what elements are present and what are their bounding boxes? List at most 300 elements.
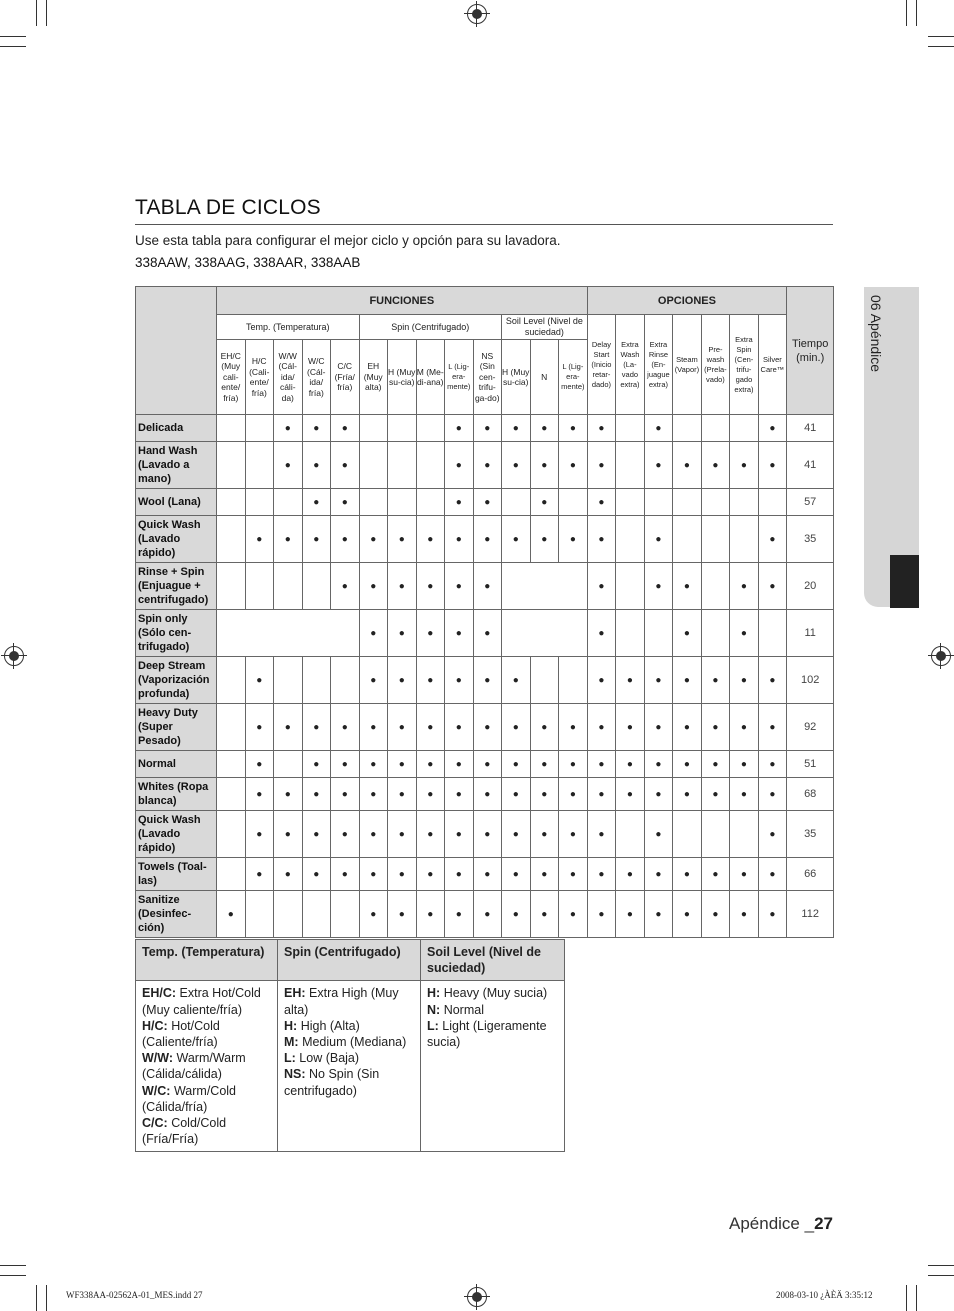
legend-code: C/C:	[142, 1116, 168, 1131]
column-header: Extra Rinse (En-juague extra)	[644, 315, 673, 415]
dot-marker: ●	[274, 778, 303, 811]
legend-text: Warm/Warm (Cálida/cálida)	[142, 1051, 246, 1082]
legend-code: H:	[284, 1018, 298, 1033]
dot-marker: ●	[758, 891, 787, 938]
cycle-time: 11	[787, 610, 834, 657]
dot-marker: ●	[331, 489, 360, 516]
table-row	[136, 858, 834, 891]
cycle-name: Hand Wash (Lavado a mano)	[136, 442, 217, 489]
dot-marker: ●	[473, 891, 502, 938]
crop-mark	[0, 46, 26, 47]
legend-entry	[284, 985, 414, 1017]
dot-marker: ●	[758, 704, 787, 751]
dot-marker: ●	[644, 516, 673, 563]
dot-marker: ●	[445, 442, 474, 489]
dot-marker: ●	[388, 811, 417, 858]
dot-marker: ●	[245, 516, 274, 563]
dot-marker: ●	[473, 778, 502, 811]
dot-marker: ●	[416, 563, 445, 610]
dot-marker: ●	[587, 751, 616, 778]
page-title: TABLA DE CICLOS	[135, 196, 321, 219]
dot-marker: ●	[416, 891, 445, 938]
dot-marker: ●	[616, 751, 645, 778]
dot-marker: ●	[673, 751, 702, 778]
dot-marker: ●	[502, 657, 531, 704]
dot-marker: ●	[559, 811, 588, 858]
dot-marker: ●	[245, 858, 274, 891]
dot-marker: ●	[502, 516, 531, 563]
legend-code: M:	[284, 1035, 299, 1050]
table-cell	[331, 891, 360, 938]
table-row	[136, 751, 834, 778]
legend-text: Light (Ligeramente sucia)	[427, 1018, 547, 1050]
crop-mark	[916, 0, 917, 26]
cycle-table	[135, 286, 834, 938]
table-cell	[245, 563, 274, 610]
column-header: Extra Spin (Cen-trifu-gado extra)	[730, 315, 759, 415]
table-row	[136, 778, 834, 811]
dot-marker: ●	[530, 858, 559, 891]
print-slug-filename: WF338AA-02562A-01_MES.indd 27	[66, 1290, 203, 1300]
dot-marker: ●	[473, 811, 502, 858]
dot-marker: ●	[730, 858, 759, 891]
dot-marker: ●	[388, 610, 417, 657]
crop-mark	[0, 1265, 26, 1266]
column-header: H (Muy su-cia)	[388, 340, 417, 415]
legend-entry	[142, 1050, 271, 1082]
cycle-name: Deep Stream (Vaporización profunda)	[136, 657, 217, 704]
dot-marker: ●	[331, 858, 360, 891]
dot-marker: ●	[359, 657, 388, 704]
table-cell	[673, 811, 702, 858]
dot-marker: ●	[445, 704, 474, 751]
intro-text: Use esta tabla para configurar el mejor ciclo y opción para su lavadora.	[135, 233, 561, 248]
dot-marker: ●	[530, 778, 559, 811]
cycle-name: Normal	[136, 751, 217, 778]
dot-marker: ●	[644, 751, 673, 778]
cycle-name: Whites (Ropa blanca)	[136, 778, 217, 811]
dot-marker: ●	[587, 610, 616, 657]
dot-marker: ●	[701, 442, 730, 489]
dot-marker: ●	[730, 891, 759, 938]
table-cell	[673, 516, 702, 563]
dot-marker: ●	[473, 704, 502, 751]
dot-marker: ●	[559, 778, 588, 811]
table-row	[136, 415, 834, 442]
dot-marker: ●	[331, 811, 360, 858]
dot-marker: ●	[445, 563, 474, 610]
column-header: Silver Care™	[758, 315, 787, 415]
dot-marker: ●	[673, 610, 702, 657]
table-cell	[616, 442, 645, 489]
dot-marker: ●	[758, 751, 787, 778]
cycle-table-body	[136, 415, 834, 938]
dot-marker: ●	[701, 891, 730, 938]
table-cell	[245, 891, 274, 938]
legend-code: EH/C:	[142, 986, 177, 1001]
table-cell	[359, 489, 388, 516]
cycle-name: Quick Wash (Lavado rápido)	[136, 811, 217, 858]
dot-marker: ●	[673, 704, 702, 751]
cycle-time: 41	[787, 415, 834, 442]
legend-code: N:	[427, 1002, 441, 1017]
legend-temp-list	[136, 981, 278, 1152]
table-cell	[730, 811, 759, 858]
dot-marker: ●	[388, 858, 417, 891]
table-cell	[274, 563, 303, 610]
dot-marker: ●	[473, 563, 502, 610]
dot-marker: ●	[331, 516, 360, 563]
table-cell	[217, 442, 246, 489]
dot-marker: ●	[388, 563, 417, 610]
dot-marker: ●	[530, 489, 559, 516]
dot-marker: ●	[502, 891, 531, 938]
table-cell	[416, 415, 445, 442]
table-cell	[217, 751, 246, 778]
table-row	[136, 442, 834, 489]
table-cell	[245, 442, 274, 489]
crop-mark	[0, 36, 26, 37]
crop-mark	[36, 1285, 37, 1311]
table-cell	[616, 415, 645, 442]
dot-marker: ●	[587, 778, 616, 811]
table-cell	[217, 778, 246, 811]
dot-marker: ●	[559, 442, 588, 489]
dot-marker: ●	[359, 516, 388, 563]
dot-marker: ●	[730, 704, 759, 751]
dot-marker: ●	[673, 657, 702, 704]
legend-text: Warm/Cold (Cálida/fría)	[142, 1083, 236, 1114]
dot-marker: ●	[359, 858, 388, 891]
legend-entry	[142, 1083, 271, 1115]
table-cell	[502, 563, 588, 610]
dot-marker: ●	[530, 891, 559, 938]
dot-marker: ●	[559, 704, 588, 751]
table-cell	[616, 563, 645, 610]
crop-mark	[46, 0, 47, 26]
table-cell	[217, 610, 360, 657]
dot-marker: ●	[758, 563, 787, 610]
column-header: W/C (Cál-ida/ fría)	[302, 340, 331, 415]
crop-mark	[928, 1275, 954, 1276]
legend-entry	[142, 985, 271, 1017]
dot-marker: ●	[559, 415, 588, 442]
dot-marker: ●	[587, 858, 616, 891]
cycle-time: 68	[787, 778, 834, 811]
column-header: EH (Muy alta)	[359, 340, 388, 415]
table-cell	[217, 489, 246, 516]
dot-marker: ●	[331, 442, 360, 489]
table-cell	[701, 415, 730, 442]
table-row	[136, 891, 834, 938]
table-cell	[559, 489, 588, 516]
dot-marker: ●	[730, 563, 759, 610]
dot-marker: ●	[274, 811, 303, 858]
table-cell	[274, 657, 303, 704]
table-cell	[502, 610, 588, 657]
registration-mark-icon	[467, 4, 487, 24]
table-cell	[701, 563, 730, 610]
dot-marker: ●	[359, 563, 388, 610]
dot-marker: ●	[331, 778, 360, 811]
column-header: H/C (Cali-ente/ fría)	[245, 340, 274, 415]
legend-code: W/W:	[142, 1051, 174, 1066]
table-cell	[388, 415, 417, 442]
crop-mark	[906, 1285, 907, 1311]
table-cell	[701, 516, 730, 563]
dot-marker: ●	[758, 415, 787, 442]
dot-marker: ●	[587, 415, 616, 442]
crop-mark	[36, 0, 37, 26]
table-cell	[245, 489, 274, 516]
dot-marker: ●	[302, 751, 331, 778]
table-row	[136, 811, 834, 858]
dot-marker: ●	[644, 657, 673, 704]
registration-mark-icon	[931, 646, 951, 666]
table-cell	[274, 891, 303, 938]
table-cell	[758, 489, 787, 516]
cycle-time: 20	[787, 563, 834, 610]
dot-marker: ●	[359, 891, 388, 938]
cycle-name: Sanitize (Desinfec-ción)	[136, 891, 217, 938]
dot-marker: ●	[730, 657, 759, 704]
legend-text: Extra Hot/Cold (Muy caliente/fría)	[142, 986, 261, 1017]
table-cell	[559, 657, 588, 704]
dot-marker: ●	[416, 858, 445, 891]
legend-header-temp: Temp. (Temperatura)	[136, 940, 278, 981]
dot-marker: ●	[388, 657, 417, 704]
cycle-time: 57	[787, 489, 834, 516]
table-cell	[673, 489, 702, 516]
dot-marker: ●	[616, 858, 645, 891]
dot-marker: ●	[302, 778, 331, 811]
dot-marker: ●	[587, 516, 616, 563]
crop-mark	[928, 36, 954, 37]
column-header: Steam (Vapor)	[673, 315, 702, 415]
dot-marker: ●	[445, 415, 474, 442]
dot-marker: ●	[502, 751, 531, 778]
legend-code: L:	[284, 1051, 296, 1066]
dot-marker: ●	[530, 516, 559, 563]
cycle-time: 51	[787, 751, 834, 778]
dot-marker: ●	[587, 811, 616, 858]
dot-marker: ●	[673, 858, 702, 891]
legend-spin-list	[278, 981, 421, 1152]
dot-marker: ●	[359, 610, 388, 657]
cycle-name: Heavy Duty (Super Pesado)	[136, 704, 217, 751]
table-cell	[217, 563, 246, 610]
legend-text: Hot/Cold (Caliente/fría)	[142, 1018, 220, 1050]
table-cell	[217, 516, 246, 563]
table-cell	[245, 415, 274, 442]
dot-marker: ●	[758, 657, 787, 704]
dot-marker: ●	[359, 778, 388, 811]
dot-marker: ●	[445, 751, 474, 778]
dot-marker: ●	[502, 415, 531, 442]
table-cell	[217, 657, 246, 704]
dot-marker: ●	[274, 442, 303, 489]
table-row	[136, 610, 834, 657]
dot-marker: ●	[388, 891, 417, 938]
dot-marker: ●	[673, 891, 702, 938]
table-row	[136, 657, 834, 704]
cycle-time: 102	[787, 657, 834, 704]
column-header: EH/C (Muy cali-ente/ fría)	[217, 340, 246, 415]
table-cell	[388, 442, 417, 489]
table-cell	[359, 415, 388, 442]
dot-marker: ●	[473, 610, 502, 657]
column-header: H (Muy su-cia)	[502, 340, 531, 415]
legend-text: High (Alta)	[300, 1018, 360, 1033]
legend-entry	[142, 1115, 271, 1147]
table-cell	[302, 891, 331, 938]
dot-marker: ●	[559, 751, 588, 778]
cycle-time: 112	[787, 891, 834, 938]
table-cell	[217, 704, 246, 751]
dot-marker: ●	[587, 704, 616, 751]
dot-marker: ●	[644, 442, 673, 489]
crop-mark	[928, 1265, 954, 1266]
dot-marker: ●	[673, 778, 702, 811]
side-tab-label: 06 Apéndice	[868, 295, 884, 373]
dot-marker: ●	[217, 891, 246, 938]
dot-marker: ●	[559, 516, 588, 563]
corner-cell	[136, 287, 217, 415]
dot-marker: ●	[616, 891, 645, 938]
dot-marker: ●	[502, 442, 531, 489]
legend-header-spin: Spin (Centrifugado)	[278, 940, 421, 981]
legend-code: W/C:	[142, 1083, 171, 1098]
dot-marker: ●	[473, 415, 502, 442]
dot-marker: ●	[445, 858, 474, 891]
table-cell	[530, 657, 559, 704]
table-cell	[359, 442, 388, 489]
page-number: 27	[814, 1214, 833, 1233]
subgroup-soil: Soil Level (Nivel de suciedad)	[502, 315, 588, 340]
dot-marker: ●	[416, 704, 445, 751]
dot-marker: ●	[616, 778, 645, 811]
legend-header-soil: Soil Level (Nivel de suciedad)	[421, 940, 565, 981]
legend-entry	[427, 1018, 558, 1050]
dot-marker: ●	[473, 516, 502, 563]
dot-marker: ●	[302, 858, 331, 891]
table-cell	[644, 489, 673, 516]
table-cell	[701, 610, 730, 657]
dot-marker: ●	[245, 704, 274, 751]
dot-marker: ●	[331, 751, 360, 778]
cycle-name: Rinse + Spin (Enjuague + centrifugado)	[136, 563, 217, 610]
dot-marker: ●	[445, 610, 474, 657]
dot-marker: ●	[445, 516, 474, 563]
column-header: N	[530, 340, 559, 415]
dot-marker: ●	[587, 489, 616, 516]
cycle-name: Towels (Toal-las)	[136, 858, 217, 891]
dot-marker: ●	[274, 704, 303, 751]
crop-mark	[928, 46, 954, 47]
cycle-name: Quick Wash (Lavado rápido)	[136, 516, 217, 563]
table-cell	[274, 489, 303, 516]
dot-marker: ●	[758, 516, 787, 563]
legend-text: Extra High (Muy alta)	[284, 986, 399, 1017]
table-cell	[217, 415, 246, 442]
dot-marker: ●	[359, 751, 388, 778]
dot-marker: ●	[416, 778, 445, 811]
legend-entry	[142, 1018, 271, 1050]
table-cell	[502, 489, 531, 516]
dot-marker: ●	[644, 858, 673, 891]
dot-marker: ●	[502, 858, 531, 891]
column-header: L (Lig-era-mente)	[559, 340, 588, 415]
dot-marker: ●	[502, 778, 531, 811]
dot-marker: ●	[758, 858, 787, 891]
dot-marker: ●	[416, 657, 445, 704]
dot-marker: ●	[587, 563, 616, 610]
legend-entry	[284, 1034, 414, 1050]
dot-marker: ●	[502, 811, 531, 858]
column-header: M (Me-di-ana)	[416, 340, 445, 415]
title-divider	[135, 224, 833, 225]
table-cell	[302, 657, 331, 704]
legend-entry	[427, 985, 558, 1001]
legend-table	[135, 939, 565, 1152]
dot-marker: ●	[701, 657, 730, 704]
dot-marker: ●	[245, 657, 274, 704]
dot-marker: ●	[416, 610, 445, 657]
crop-mark	[46, 1285, 47, 1311]
dot-marker: ●	[473, 751, 502, 778]
crop-mark	[916, 1285, 917, 1311]
cycle-time: 66	[787, 858, 834, 891]
dot-marker: ●	[502, 704, 531, 751]
dot-marker: ●	[587, 657, 616, 704]
column-header: L (Lig-era-mente)	[445, 340, 474, 415]
column-header: Delay Start (Inicio retar-dado)	[587, 315, 616, 415]
dot-marker: ●	[473, 489, 502, 516]
legend-entry	[284, 1066, 414, 1098]
column-header: W/W (Cál-ida/ cáli-da)	[274, 340, 303, 415]
legend-entry	[284, 1050, 414, 1066]
column-header: Extra Wash (La-vado extra)	[616, 315, 645, 415]
table-cell	[758, 610, 787, 657]
dot-marker: ●	[416, 516, 445, 563]
dot-marker: ●	[644, 704, 673, 751]
dot-marker: ●	[559, 891, 588, 938]
table-cell	[616, 489, 645, 516]
dot-marker: ●	[644, 415, 673, 442]
dot-marker: ●	[416, 811, 445, 858]
dot-marker: ●	[388, 751, 417, 778]
dot-marker: ●	[302, 489, 331, 516]
crop-mark	[0, 1275, 26, 1276]
dot-marker: ●	[587, 891, 616, 938]
legend-text: Low (Baja)	[299, 1051, 360, 1066]
dot-marker: ●	[644, 563, 673, 610]
dot-marker: ●	[445, 657, 474, 704]
dot-marker: ●	[331, 563, 360, 610]
dot-marker: ●	[730, 751, 759, 778]
dot-marker: ●	[302, 811, 331, 858]
dot-marker: ●	[530, 442, 559, 489]
table-cell	[701, 489, 730, 516]
dot-marker: ●	[530, 751, 559, 778]
dot-marker: ●	[701, 858, 730, 891]
dot-marker: ●	[616, 657, 645, 704]
dot-marker: ●	[274, 415, 303, 442]
table-cell	[730, 415, 759, 442]
table-cell	[416, 489, 445, 516]
dot-marker: ●	[587, 442, 616, 489]
dot-marker: ●	[245, 811, 274, 858]
